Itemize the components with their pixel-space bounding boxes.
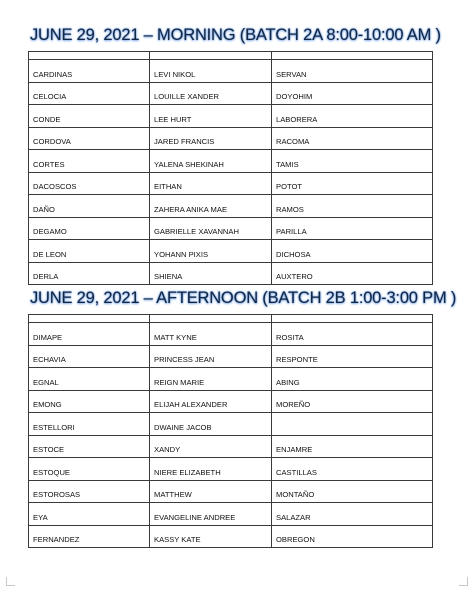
middle-name-cell: RACOMA xyxy=(272,127,433,150)
table-row xyxy=(29,172,433,195)
middle-name-cell: DICHOSA xyxy=(272,240,433,263)
table-row xyxy=(29,413,433,436)
given-name-cell: DWAINE JACOB xyxy=(150,413,272,436)
middle-name-cell: DOYOHIM xyxy=(272,82,433,105)
given-name-cell: NIERE ELIZABETH xyxy=(150,458,272,481)
surname-cell: CELOCIA xyxy=(29,82,150,105)
afternoon-batch-table xyxy=(28,314,433,548)
surname-cell: EGNAL xyxy=(29,368,150,391)
middle-name-cell: RESPONTE xyxy=(272,345,433,368)
table-row xyxy=(29,458,433,481)
surname-cell: DACOSCOS xyxy=(29,172,150,195)
middle-name-cell: LABORERA xyxy=(272,105,433,128)
surname-cell: ESTELLORI xyxy=(29,413,150,436)
middle-name-cell: RAMOS xyxy=(272,195,433,218)
table-row xyxy=(29,503,433,526)
given-name-cell: ELIJAH ALEXANDER xyxy=(150,390,272,413)
given-name-cell: YALENA SHEKINAH xyxy=(150,150,272,173)
table-row xyxy=(29,435,433,458)
surname-cell: CORTES xyxy=(29,150,150,173)
middle-name-cell: ENJAMRE xyxy=(272,435,433,458)
morning-batch-heading: JUNE 29, 2021 – MORNING (BATCH 2A 8:00-10:00 AM ) xyxy=(30,26,441,44)
middle-name-cell: SERVAN xyxy=(272,60,433,83)
given-name-cell: KASSY KATE xyxy=(150,525,272,548)
surname-cell: CARDINAS xyxy=(29,60,150,83)
given-name-cell: EVANGELINE ANDREE xyxy=(150,503,272,526)
given-name-cell: MATT KYNE xyxy=(150,323,272,346)
table-row xyxy=(29,525,433,548)
given-name-cell: YOHANN PIXIS xyxy=(150,240,272,263)
surname-cell: EYA xyxy=(29,503,150,526)
table-row xyxy=(29,345,433,368)
table-row xyxy=(29,217,433,240)
table-row xyxy=(29,262,433,285)
surname-cell: ECHAVIA xyxy=(29,345,150,368)
surname-cell: FERNANDEZ xyxy=(29,525,150,548)
morning-batch-table xyxy=(28,51,433,285)
given-name-cell: SHIENA xyxy=(150,262,272,285)
middle-name-cell: CASTILLAS xyxy=(272,458,433,481)
given-name-cell: LOUILLE XANDER xyxy=(150,82,272,105)
middle-name-cell: SALAZAR xyxy=(272,503,433,526)
given-name-cell: LEE HURT xyxy=(150,105,272,128)
given-name-cell: EITHAN xyxy=(150,172,272,195)
surname-cell: CORDOVA xyxy=(29,127,150,150)
table-row xyxy=(29,480,433,503)
middle-name-cell: ABING xyxy=(272,368,433,391)
surname-cell: CONDE xyxy=(29,105,150,128)
given-name-cell: ZAHERA ANIKA MAE xyxy=(150,195,272,218)
table-row xyxy=(29,105,433,128)
page-corner-mark xyxy=(6,577,15,586)
surname-cell: DEGAMO xyxy=(29,217,150,240)
surname-cell: DAÑO xyxy=(29,195,150,218)
middle-name-cell: MOREÑO xyxy=(272,390,433,413)
table-row xyxy=(29,240,433,263)
middle-name-cell: MONTAÑO xyxy=(272,480,433,503)
given-name-cell: XANDY xyxy=(150,435,272,458)
given-name-cell: LEVI NIKOL xyxy=(150,60,272,83)
given-name-cell: GABRIELLE XAVANNAH xyxy=(150,217,272,240)
afternoon-batch-heading: JUNE 29, 2021 – AFTERNOON (BATCH 2B 1:00-3:00 PM ) xyxy=(30,289,457,307)
middle-name-cell xyxy=(272,413,433,436)
given-name-cell: PRINCESS JEAN xyxy=(150,345,272,368)
given-name-cell: REIGN MARIE xyxy=(150,368,272,391)
surname-cell: EMONG xyxy=(29,390,150,413)
surname-cell: DE LEON xyxy=(29,240,150,263)
table-row xyxy=(29,150,433,173)
table-row xyxy=(29,390,433,413)
table-row xyxy=(29,368,433,391)
given-name-cell: MATTHEW xyxy=(150,480,272,503)
table-row xyxy=(29,127,433,150)
surname-cell: DIMAPE xyxy=(29,323,150,346)
table-row xyxy=(29,323,433,346)
surname-cell: DERLA xyxy=(29,262,150,285)
page-corner-mark xyxy=(459,577,468,586)
table-header-spacer xyxy=(29,52,433,60)
middle-name-cell: PARILLA xyxy=(272,217,433,240)
table-row xyxy=(29,82,433,105)
middle-name-cell: AUXTERO xyxy=(272,262,433,285)
middle-name-cell: ROSITA xyxy=(272,323,433,346)
table-row xyxy=(29,60,433,83)
table-header-spacer xyxy=(29,315,433,323)
surname-cell: ESTOCE xyxy=(29,435,150,458)
surname-cell: ESTOQUE xyxy=(29,458,150,481)
surname-cell: ESTOROSAS xyxy=(29,480,150,503)
middle-name-cell: POTOT xyxy=(272,172,433,195)
given-name-cell: JARED FRANCIS xyxy=(150,127,272,150)
middle-name-cell: TAMIS xyxy=(272,150,433,173)
table-row xyxy=(29,195,433,218)
middle-name-cell: OBREGON xyxy=(272,525,433,548)
